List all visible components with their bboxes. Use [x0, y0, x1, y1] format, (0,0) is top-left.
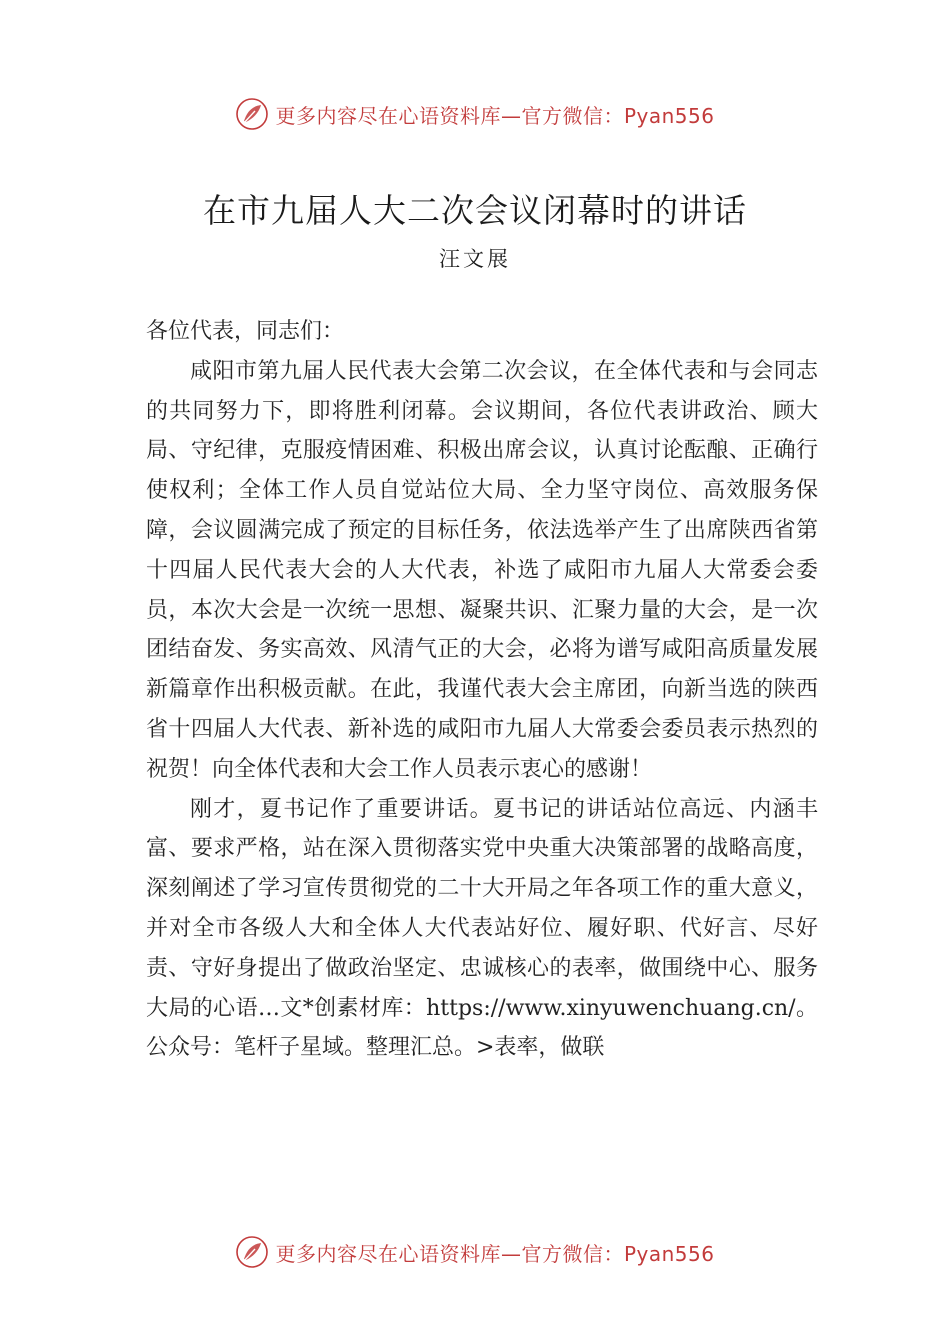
document-author: 汪文展	[439, 247, 511, 271]
pen-leaf-logo-icon	[235, 1235, 269, 1269]
banner-text: 更多内容尽在心语资料库—官方微信：Pyan556	[275, 103, 715, 128]
banner-text: 更多内容尽在心语资料库—官方微信：Pyan556	[275, 1241, 715, 1266]
header-banner	[0, 94, 950, 134]
body-paragraph-1: 咸阳市第九届人民代表大会第二次会议，在全体代表和与会同志的共同努力下，即将胜利闭幕。会议期间，各位代表讲政治、顾大局、守纪律，克服疫情困难、积极出席会议，认真讨论酝酿、正确行使权利；全体工作人员自觉站位大局、全力坚守岗位、高效服务保障，会议圆满完成了预定的目标任务，依法选举产生了出席陕西省第十四届人民代表大会的人大代表，补选了咸阳市九届人大常委会委员，本次大会是一次统一思想、凝聚共识、汇聚力量的大会，是一次团结奋发、务实高效、风清气正的大会，必将为谱写咸阳高质量发展新篇章作出积极贡献。在此，我谨代表大会主席团，向新当选的陕西省十四届人大代表、新补选的咸阳市九届人大常委会委员表示热烈的祝贺！向全体代表和大会工作人员表示衷心的感谢！	[146, 358, 818, 782]
document-body	[146, 312, 818, 1068]
body-paragraph-2: 刚才，夏书记作了重要讲话。夏书记的讲话站位高远、内涵丰富、要求严格，站在深入贯彻落实党中央重大决策部署的战略高度，深刻阐述了学习宣传贯彻党的二十大开局之年各项工作的重大意义，并对全市各级人大和全体人大代表站好位、履好职、代好言、尽好责、守好身提出了做政治坚定、忠诚核心的表率，做围绕中心、服务大局的心语…文*创素材库：https://www.xinyuwenchuang.cn/。公众号：笔杆子星域。整理汇总。>表率，做联	[146, 796, 818, 1061]
pen-leaf-logo-icon	[235, 97, 269, 131]
greeting-line: 各位代表，同志们：	[146, 319, 345, 344]
document-title: 在市九届人大二次会议闭幕时的讲话	[203, 191, 747, 230]
footer-banner	[0, 1232, 950, 1272]
